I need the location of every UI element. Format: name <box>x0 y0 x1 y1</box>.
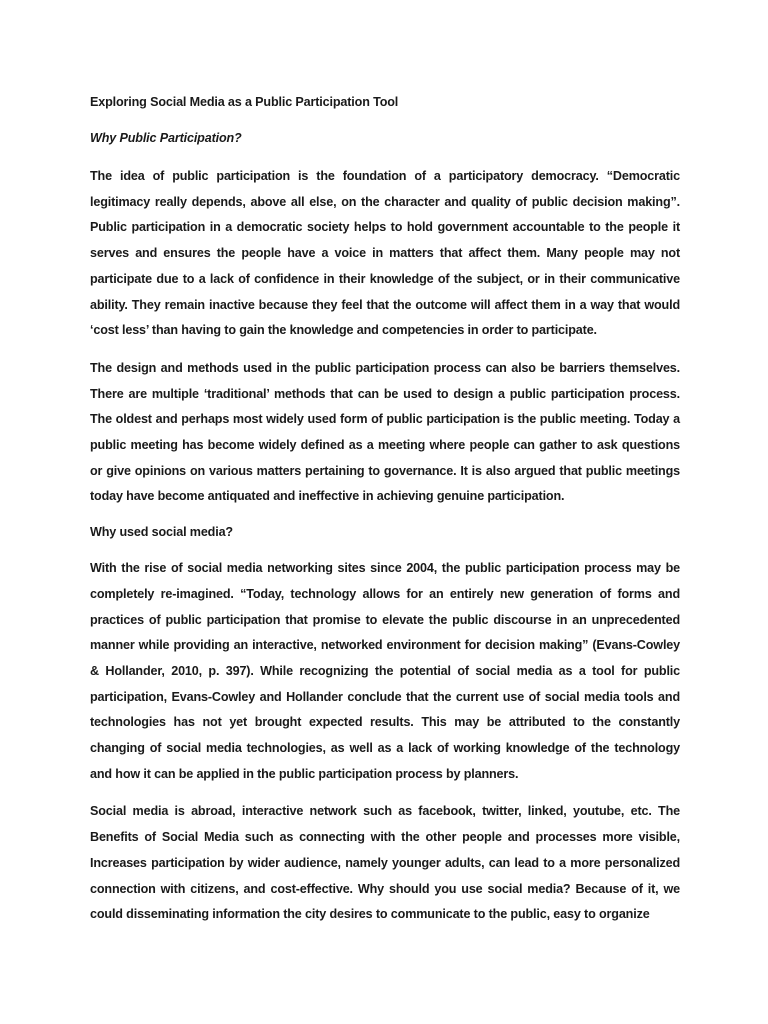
document-title: Exploring Social Media as a Public Participation Tool <box>90 95 399 109</box>
paragraph-public-participation-foundation: The idea of public participation is the foundation of a participatory democracy. “Democratic legitimacy really depends, above all else, on the character and quality of public decision making”. Public participation in a democratic society helps to hold government accountable to the people it serves and ensures the people have a voice in matters that affect them. Many people may not participate due to a lack of confidence in their knowledge of the subject, or in their communicative ability. They remain inactive because they feel that the outcome will affect them in a way that would ‘cost less’ than having to gain the knowledge and competencies in order to participate. <box>90 169 680 338</box>
section-heading-why-social-media: Why used social media? <box>90 525 233 540</box>
paragraph-participation-barriers: The design and methods used in the public participation process can also be barriers themselves. There are multiple ‘traditional’ methods that can be used to design a public participation process. The oldest and perhaps most widely used form of public participation is the public meeting. Today a public meeting has become widely defined as a meeting where people can gather to ask questions or give opinions on various matters pertaining to governance. It is also argued that public meetings today have become antiquated and ineffective in achieving genuine participation. <box>90 360 680 504</box>
document-page <box>90 92 680 928</box>
section-heading-why-public-participation: Why Public Participation? <box>90 131 242 145</box>
paragraph-social-media-benefits: Social media is abroad, interactive network such as facebook, twitter, linked, youtube, etc. The Benefits of Social Media such as connecting with the other people and processes more visible, Increases participation by wider audience, namely younger adults, can lead to a more personalized connection with citizens, and cost-effective. Why should you use social media? Because of it, we could disseminating information the city desires to communicate to the public, easy to organize <box>90 804 680 922</box>
paragraph-rise-of-social-media: With the rise of social media networking sites since 2004, the public participation process may be completely re-imagined. “Today, technology allows for an entirely new generation of forms and practices of public participation that promise to elevate the public discourse in an unprecedented manner while providing an interactive, networked environment for decision making” (Evans-Cowley & Hollander, 2010, p. 397). While recognizing the potential of social media as a tool for public participation, Evans-Cowley and Hollander conclude that the current use of social media tools and technologies has not yet brought expected results. This may be attributed to the constantly changing of social media technologies, as well as a lack of working knowledge of the technology and how it can be applied in the public participation process by planners. <box>90 561 680 781</box>
